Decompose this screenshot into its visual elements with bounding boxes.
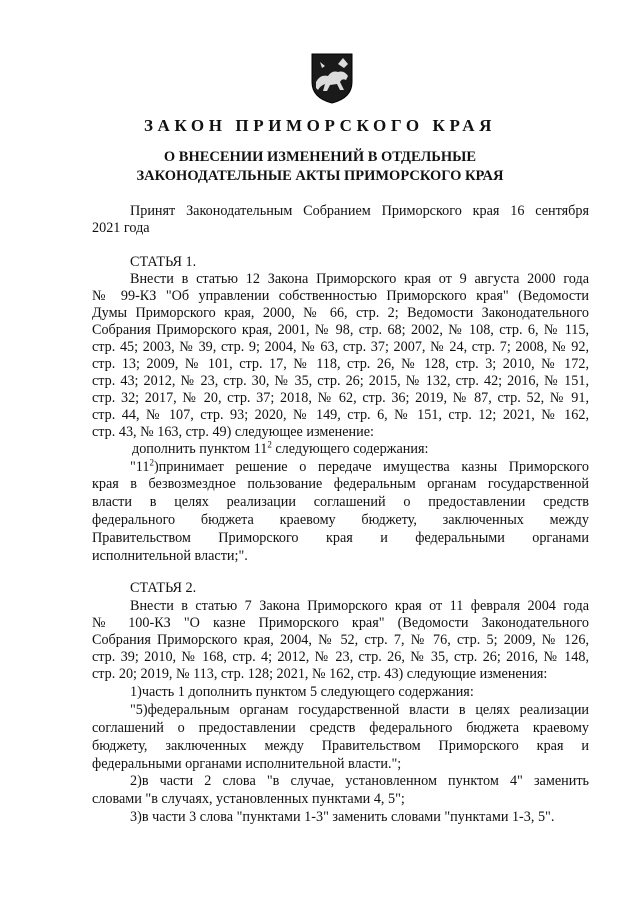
article1-quote-line: края в безвозмездное пользование федеральным органам государственной (92, 476, 589, 492)
article2-heading: СТАТЬЯ 2. (130, 580, 197, 596)
article2-line: стр. 39; 2010, № 168, стр. 4; 2012, № 23, стр. 26, № 35, стр. 26; 2016, № 148, (92, 649, 589, 665)
subtitle-line: О ВНЕСЕНИИ ИЗМЕНЕНИЙ В ОТДЕЛЬНЫЕ (163, 149, 477, 165)
quote-text: )принимает решение о передаче имущества казны Приморского (153, 459, 589, 475)
article2-line: стр. 20; 2019, № 113, стр. 128; 2021, № 162, стр. 43) следующие изменения: (92, 666, 548, 682)
article1-line: стр. 43, № 163, стр. 49) следующее изменение: (92, 424, 374, 440)
article2-item2: 2)в части 2 слова "в случае, установленном пунктом 4" заменить (130, 773, 589, 789)
article1-line: Собрания Приморского края, 2001, № 98, стр. 68; 2002, № 108, стр. 6, № 115, (92, 322, 589, 338)
article1-line: стр. 45; 2003, № 39, стр. 9; 2004, № 63, стр. 37; 2007, № 24, стр. 7; 2008, № 92, (92, 339, 589, 355)
article1-heading: СТАТЬЯ 1. (130, 254, 197, 270)
adopted-line: Принят Законодательным Собранием Приморского края 16 сентября (130, 203, 589, 219)
coat-of-arms-icon (310, 52, 354, 104)
article1-quote-line (130, 459, 589, 476)
article1-line: № 99-КЗ "Об управлении собственностью Приморского края" (Ведомости (92, 288, 589, 304)
article1-line: Внести в статью 12 Закона Приморского края от 9 августа 2000 года (130, 271, 589, 287)
article2-item1-quote: бюджету, заключенных между Правительством Приморского края и (92, 738, 589, 754)
law-subtitle (0, 148, 640, 186)
article1-supplement (132, 441, 589, 458)
article1-line: стр. 13; 2009, № 101, стр. 17, № 118, стр. 26, № 128, стр. 3; 2010, № 172, (92, 356, 589, 372)
article2-line: Собрания Приморского края, 2004, № 52, стр. 7, № 76, стр. 5; 2009, № 126, (92, 632, 589, 648)
article1-line: стр. 44, № 107, стр. 93; 2020, № 149, стр. 6, № 151, стр. 12; 2021, № 162, (92, 407, 589, 423)
article2-line: № 100-КЗ "О казне Приморского края" (Ведомости Законодательного (92, 615, 589, 631)
article1-line: Думы Приморского края, 2000, № 66, стр. 2; Ведомости Законодательного (92, 305, 589, 321)
article1-quote-line: исполнительной власти;". (92, 548, 248, 564)
law-title: ЗАКОН ПРИМОРСКОГО КРАЯ (143, 116, 497, 135)
supplement-text: дополнить пунктом 11 (132, 441, 268, 457)
adopted-line: 2021 года (92, 220, 150, 236)
article2-item1-quote: соглашений о предоставлении средств федерального бюджета краевому (92, 720, 589, 736)
article2-line: Внести в статью 7 Закона Приморского края от 11 февраля 2004 года (130, 598, 589, 614)
article1-quote-line: Правительством Приморского края и федеральными органами (92, 530, 589, 546)
superscript: 2 (267, 439, 272, 450)
supplement-text: следующего содержания: (271, 441, 429, 457)
subtitle-line: ЗАКОНОДАТЕЛЬНЫЕ АКТЫ ПРИМОРСКОГО КРАЯ (136, 168, 504, 184)
superscript: 2 (149, 457, 154, 468)
article1-line: стр. 32; 2017, № 20, стр. 37; 2018, № 62, стр. 36; 2019, № 87, стр. 52, № 91, (92, 390, 589, 406)
quote-text: "11 (130, 459, 150, 475)
article2-item1-quote: "5)федеральным органам государственной власти в целях реализации (130, 702, 589, 718)
article1-quote-line: федерального бюджета краевому бюджету, заключенных между (92, 512, 589, 528)
article1-quote-line: власти в целях реализации соглашений о предоставлении средств (92, 494, 589, 510)
article2-item2: словами "в случаях, установленных пунктами 4, 5"; (92, 791, 405, 807)
article2-item1: 1)часть 1 дополнить пунктом 5 следующего содержания: (130, 684, 474, 700)
article2-item1-quote: федеральными органами исполнительной власти."; (92, 756, 402, 772)
article1-line: стр. 43; 2012, № 23, стр. 30, № 35, стр. 26; 2015, № 132, стр. 42; 2016, № 151, (92, 373, 589, 389)
article2-item3: 3)в части 3 слова "пунктами 1-3" заменить словами "пунктами 1-3, 5". (130, 809, 555, 825)
